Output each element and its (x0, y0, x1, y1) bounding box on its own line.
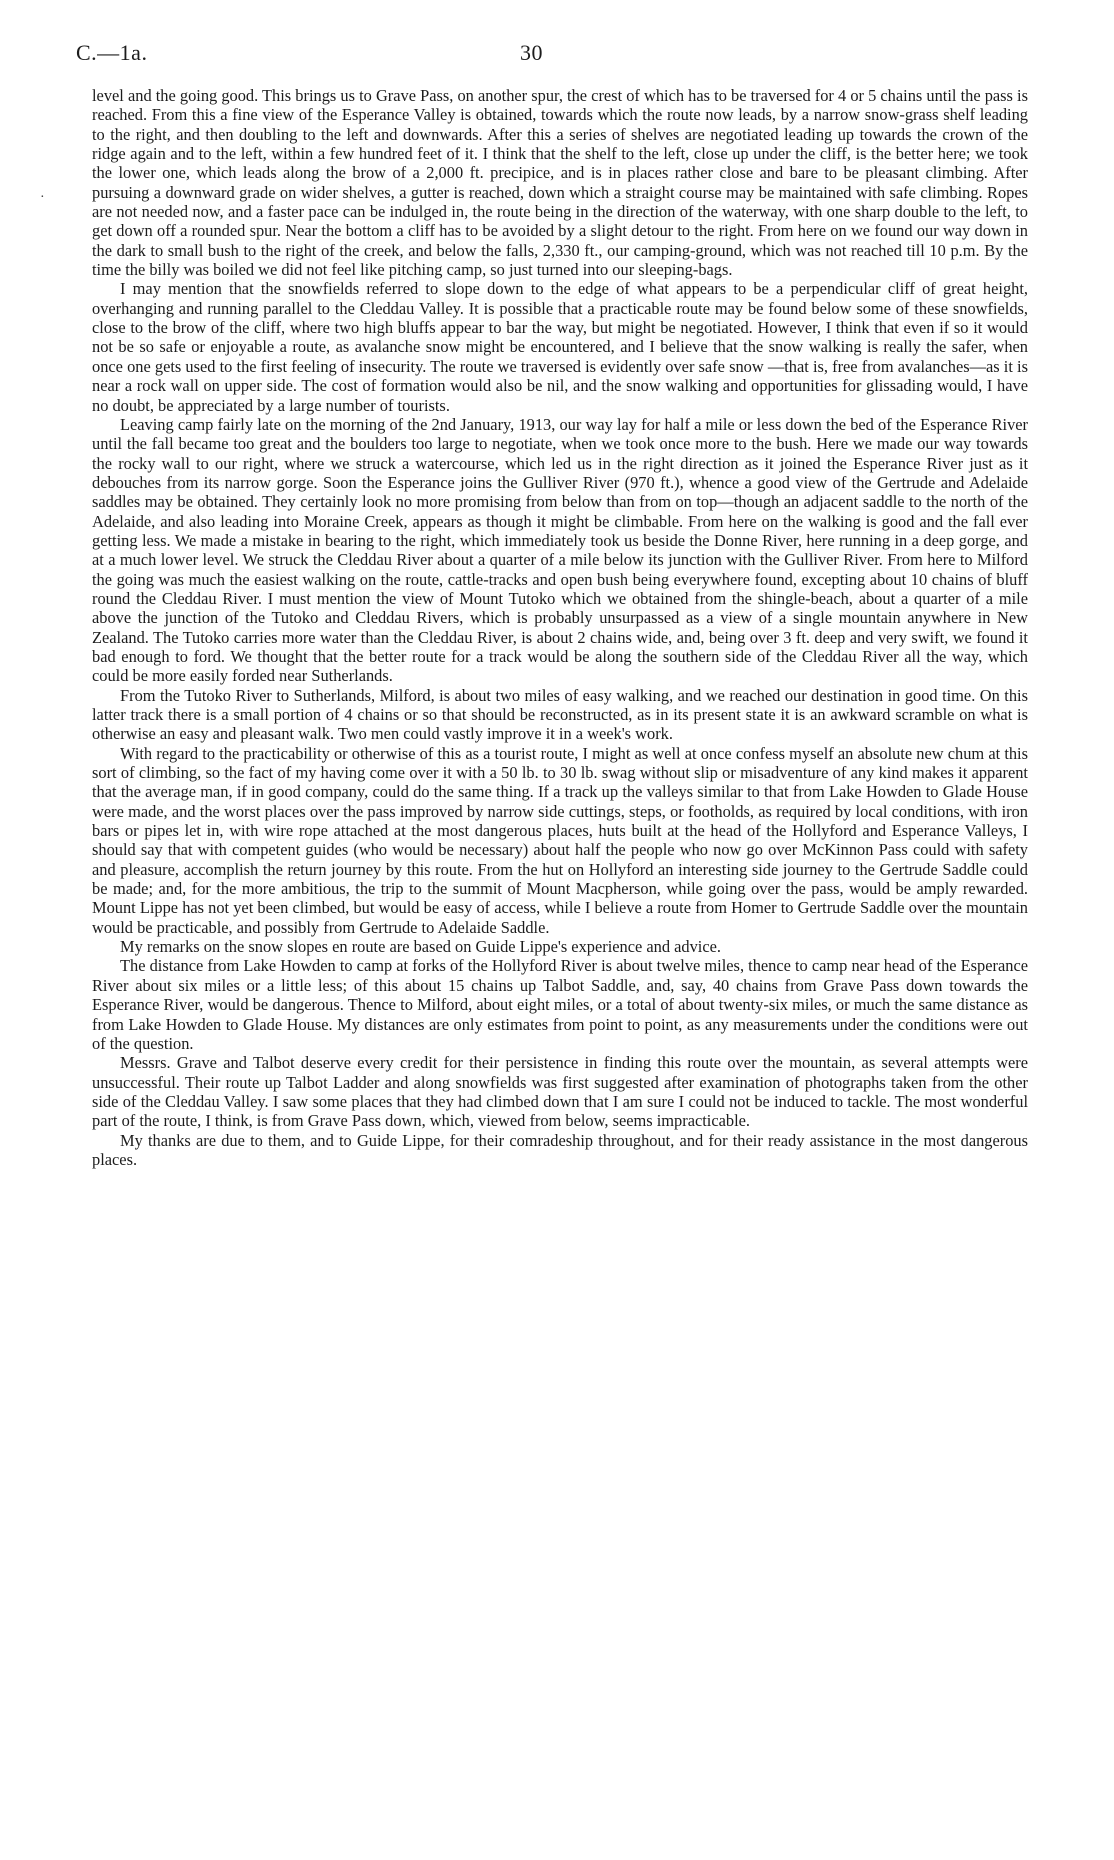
page-header (76, 40, 1036, 80)
paragraph: Messrs. Grave and Talbot deserve every credit for their persistence in finding this route over the mountain, as several attempts were unsuccessful. Their route up Talbot Ladder and along snowfields was first suggested after examination of photographs taken from the other side of the Cleddau Valley. I saw some places that they had climbed down that I am sure I could not be induced to tackle. The most wonderful part of the route, I think, is from Grave Pass down, which, viewed from below, seems impracticable. (92, 1053, 1028, 1131)
document-reference: C.—1a. (76, 40, 148, 65)
page-number: 30 (520, 40, 543, 65)
paragraph: I may mention that the snowfields referred to slope down to the edge of what appears to be a perpendicular cliff of great height, overhanging and running parallel to the Cleddau Valley. It is possible that a practicable route may be found below some of these snowfields, close to the brow of the cliff, where two high bluffs appear to bar the way, but might be negotiated. However, I think that even if so it would not be so safe or enjoyable a route, as avalanche snow might be encountered, and I believe that the snow walking is really the safer, when once one gets used to the first feeling of insecurity. The route we traversed is evidently over safe snow —that is, free from avalanches—as it is near a rock wall on upper side. The cost of formation would also be nil, and the snow walking and opportunities for glissading would, I have no doubt, be appreciated by a large number of tourists. (92, 279, 1028, 415)
paragraph: level and the going good. This brings us to Grave Pass, on another spur, the crest of which has to be traversed for 4 or 5 chains until the pass is reached. From this a fine view of the Esperance Valley is obtained, towards which the route now leads, by a narrow snow-grass shelf leading to the right, and then doubling to the left and downwards. After this a series of shelves are negotiated leading up towards the crown of the ridge again and to the left, within a few hundred feet of it. I think that the shelf to the left, close up under the cliff, is the better here; we took the lower one, which leads along the brow of a 2,000 ft. precipice, and is in places rather close and bare to be pleasant climbing. After pursuing a downward grade on wider shelves, a gutter is reached, down which a straight course may be maintained with safe climbing. Ropes are not needed now, and a faster pace can be indulged in, the route being in the direction of the waterway, with one sharp double to the left, to get down off a rounded spur. Near the bottom a cliff has to be avoided by a slight detour to the right. From here on we found our way down in the dark to small bush to the right of the creek, and below the falls, 2,330 ft., our camping-ground, which was not reached till 10 p.m. By the time the billy was boiled we did not feel like pitching camp, so just turned into our sleeping-bags. (92, 86, 1028, 280)
paragraph: With regard to the practicability or otherwise of this as a tourist route, I might as well at once confess myself an absolute new chum at this sort of climbing, so the fact of my having come over it with a 50 lb. to 30 lb. swag without slip or misadventure of any kind makes it apparent that the average man, if in good company, could do the same thing. If a track up the valleys similar to that from Lake Howden to Glade House were made, and the worst places over the pass improved by narrow side cuttings, steps, or footholds, as required by local conditions, with iron bars or pipes let in, with wire rope attached at the most dangerous places, huts built at the head of the Hollyford and Esperance Valleys, I should say that with competent guides (who would be necessary) about half the people who now go over McKinnon Pass could with safety and pleasure, accomplish the return journey by this route. From the hut on Hollyford an interesting side journey to the Gertrude Saddle could be made; and, for the more ambitious, the trip to the summit of Mount Macpherson, while going over the pass, would be amply rewarded. Mount Lippe has not yet been climbed, but would be easy of access, while I believe a route from Homer to Gertrude Saddle over the mountain would be practicable, and possibly from Gertrude to Adelaide Saddle. (92, 743, 1028, 937)
margin-mark: · (40, 190, 45, 205)
paragraph: My thanks are due to them, and to Guide Lippe, for their comradeship throughout, and for their ready assistance in the most dangerous places. (92, 1130, 1028, 1169)
paragraph: My remarks on the snow slopes en route are based on Guide Lippe's experience and advice. (120, 937, 722, 957)
body-text (92, 86, 1028, 1169)
paragraph: The distance from Lake Howden to camp at forks of the Hollyford River is about twelve miles, thence to camp near head of the Esperance River about six miles or a little less; of this about 15 chains up Talbot Saddle, and, say, 40 chains from Grave Pass down towards the Esperance River, would be dangerous. Thence to Milford, about eight miles, or a total of about twenty-six miles, or much the same distance as from Lake Howden to Glade House. My distances are only estimates from point to point, as any measurements under the conditions were out of the question. (92, 956, 1028, 1053)
paragraph: From the Tutoko River to Sutherlands, Milford, is about two miles of easy walking, and we reached our destination in good time. On this latter track there is a small portion of 4 chains or so that should be reconstructed, as in its present state it is an awkward scramble on what is otherwise an easy and pleasant walk. Two men could vastly improve it in a week's work. (92, 685, 1028, 744)
paragraph: Leaving camp fairly late on the morning of the 2nd January, 1913, our way lay for half a mile or less down the bed of the Esperance River until the fall became too great and the boulders too large to negotiate, when we took once more to the bush. Here we made our way towards the rocky wall to our right, where we struck a watercourse, which led us in the right direction as it joined the Esperance River just as it debouches from its narrow gorge. Soon the Esperance joins the Gulliver River (970 ft.), whence a good view of the Gertrude and Adelaide saddles may be obtained. They certainly look no more promising from below than from on top—though an adjacent saddle to the north of the Adelaide, and also leading into Moraine Creek, appears as though it might be climbable. From here on the walking is good and the fall ever getting less. We made a mistake in bearing to the right, which immediately took us beside the Donne River, here running in a deep gorge, and at a much lower level. We struck the Cleddau River about a quarter of a mile below its junction with the Gulliver River. From here to Milford the going was much the easiest walking on the route, cattle-tracks and open bush being everywhere found, excepting about 10 chains of bluff round the Cleddau River. I must mention the view of Mount Tutoko which we obtained from the shingle-beach, about a quarter of a mile above the junction of the Tutoko and Cleddau Rivers, which is probably unsurpassed as a view of a single mountain anywhere in New Zealand. The Tutoko carries more water than the Cleddau River, is about 2 chains wide, and, being over 3 ft. deep and very swift, we found it bad enough to ford. We thought that the better route for a track would be along the southern side of the Cleddau River all the way, which could be more easily forded near Sutherlands. (92, 414, 1028, 686)
